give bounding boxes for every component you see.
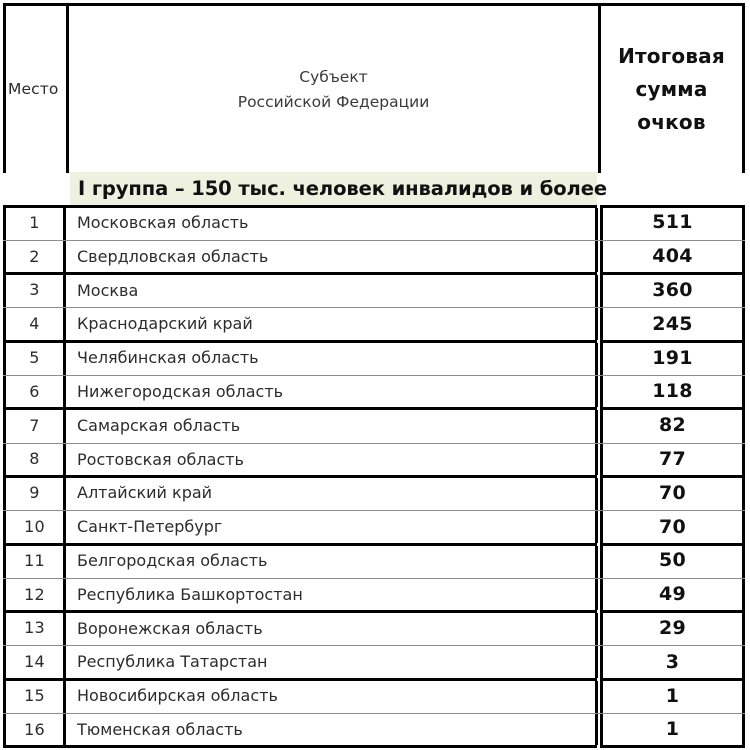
- cell-subject: [66, 409, 598, 443]
- cell-subject: [66, 645, 598, 679]
- column-gutter-mask: [597, 340, 600, 343]
- table-row[interactable]: [3, 510, 745, 544]
- cell-score-text: 70: [658, 515, 687, 538]
- cell-subject-text: Тюменская область: [77, 720, 243, 740]
- table-row[interactable]: [3, 476, 745, 510]
- cell-score-text: 50: [658, 549, 687, 572]
- cell-place: [3, 476, 66, 510]
- cell-score-text: 82: [658, 414, 687, 437]
- table-row[interactable]: [3, 544, 745, 578]
- cell-subject-text: Алтайский край: [77, 483, 213, 503]
- cell-score: [600, 409, 745, 443]
- column-gutter-mask: [597, 678, 600, 681]
- cell-subject-text: Ростовская область: [77, 449, 244, 469]
- table-row[interactable]: [3, 341, 745, 375]
- cell-subject: [66, 240, 598, 274]
- cell-score-text: 191: [652, 346, 693, 369]
- cell-place: [3, 510, 66, 544]
- cell-place-text: 12: [24, 584, 45, 604]
- cell-place: [3, 612, 66, 646]
- cell-place: [3, 578, 66, 612]
- column-gutter-mask: [597, 543, 600, 546]
- cell-score-text: 49: [658, 583, 687, 606]
- column-gutter-mask: [597, 475, 600, 478]
- cell-score: [600, 240, 745, 274]
- column-gutter-mask: [597, 745, 600, 748]
- cell-score-text: 511: [652, 211, 693, 234]
- cell-score-text: 70: [658, 481, 687, 504]
- header-cell-subject: [69, 6, 601, 173]
- header-label-score: [618, 40, 725, 139]
- header-label-subject-line1: Субъект: [299, 68, 368, 87]
- cell-score: [600, 612, 745, 646]
- cell-place: [3, 240, 66, 274]
- cell-place-text: 2: [29, 246, 40, 266]
- header-label-subject: [238, 65, 430, 113]
- table-row[interactable]: [3, 240, 745, 274]
- cell-place: [3, 409, 66, 443]
- cell-subject: [66, 443, 598, 477]
- cell-score-text: 118: [652, 380, 693, 403]
- cell-place-text: 16: [24, 719, 45, 739]
- cell-place-text: 8: [29, 449, 40, 469]
- cell-score-text: 245: [652, 312, 693, 335]
- table-row[interactable]: [3, 612, 745, 646]
- cell-score: [600, 578, 745, 612]
- table-row[interactable]: [3, 578, 745, 612]
- header-label-score-line3: очков: [637, 110, 706, 134]
- cell-place-text: 13: [24, 618, 45, 638]
- cell-score: [600, 544, 745, 578]
- cell-score: [600, 341, 745, 375]
- cell-subject: [66, 307, 598, 341]
- cell-score: [600, 679, 745, 713]
- cell-place-text: 10: [24, 517, 45, 537]
- cell-score-text: 404: [652, 245, 693, 268]
- cell-place: [3, 341, 66, 375]
- cell-subject-text: Воронежская область: [77, 618, 263, 638]
- table-row[interactable]: [3, 443, 745, 477]
- cell-score-text: 29: [658, 616, 687, 639]
- header-label-score-line2: сумма: [635, 77, 708, 101]
- cell-place: [3, 679, 66, 713]
- cell-place-text: 7: [29, 415, 40, 435]
- cell-place: [3, 443, 66, 477]
- cell-score-text: 360: [652, 278, 693, 301]
- cell-subject: [66, 476, 598, 510]
- cell-subject-text: Республика Башкортостан: [77, 584, 303, 604]
- cell-score: [600, 375, 745, 409]
- cell-place: [3, 713, 66, 747]
- cell-subject: [66, 713, 598, 747]
- cell-place-text: 14: [24, 652, 45, 672]
- ranking-rows: [3, 206, 745, 747]
- table-row[interactable]: [3, 206, 745, 240]
- header-label-score-line1: Итоговая: [618, 44, 725, 68]
- group-banner-label: I группа – 150 тыс. человек инвалидов и более: [78, 177, 607, 200]
- cell-subject: [66, 510, 598, 544]
- table-header: [3, 3, 745, 173]
- cell-place-text: 5: [29, 348, 40, 368]
- table-row[interactable]: [3, 307, 745, 341]
- cell-score-text: 1: [665, 684, 680, 707]
- cell-subject-text: Челябинская область: [77, 348, 259, 368]
- cell-subject: [66, 341, 598, 375]
- column-gutter-mask: [597, 205, 600, 208]
- cell-place-text: 3: [29, 280, 40, 300]
- cell-subject: [66, 206, 598, 240]
- table-row[interactable]: [3, 375, 745, 409]
- cell-score-text: 3: [665, 650, 680, 673]
- cell-subject: [66, 612, 598, 646]
- cell-score: [600, 206, 745, 240]
- table-row[interactable]: [3, 409, 745, 443]
- column-gutter-mask: [597, 407, 600, 410]
- cell-place: [3, 645, 66, 679]
- cell-place: [3, 544, 66, 578]
- column-gutter-mask: [597, 610, 600, 613]
- cell-subject-text: Краснодарский край: [77, 314, 253, 334]
- cell-subject-text: Санкт-Петербург: [77, 517, 223, 537]
- cell-subject-text: Республика Татарстан: [77, 652, 268, 672]
- table-row[interactable]: [3, 679, 745, 713]
- cell-place-text: 6: [29, 381, 40, 401]
- cell-place: [3, 375, 66, 409]
- cell-score: [600, 510, 745, 544]
- cell-score-text: 1: [665, 718, 680, 741]
- header-cell-score: [601, 6, 742, 173]
- header-label-place: Место: [8, 79, 59, 98]
- cell-subject-text: Москва: [77, 280, 139, 300]
- cell-score: [600, 443, 745, 477]
- cell-subject: [66, 679, 598, 713]
- cell-place: [3, 274, 66, 308]
- cell-subject: [66, 544, 598, 578]
- table-row[interactable]: [3, 645, 745, 679]
- table-row[interactable]: [3, 713, 745, 747]
- cell-subject-text: Новосибирская область: [77, 686, 278, 706]
- column-gutter-mask: [597, 272, 600, 275]
- cell-score: [600, 645, 745, 679]
- cell-place-text: 4: [29, 314, 40, 334]
- cell-place-text: 15: [24, 686, 45, 706]
- cell-place-text: 9: [29, 483, 40, 503]
- cell-subject: [66, 274, 598, 308]
- cell-subject: [66, 578, 598, 612]
- cell-place-text: 1: [29, 212, 40, 232]
- cell-subject-text: Свердловская область: [77, 246, 269, 266]
- cell-subject-text: Белгородская область: [77, 551, 268, 571]
- cell-subject-text: Самарская область: [77, 415, 241, 435]
- cell-subject-text: Московская область: [77, 213, 249, 233]
- cell-place: [3, 206, 66, 240]
- cell-subject: [66, 375, 598, 409]
- table-row[interactable]: [3, 274, 745, 308]
- header-cell-place: [6, 6, 69, 173]
- cell-score: [600, 476, 745, 510]
- cell-place-text: 11: [24, 550, 45, 570]
- cell-score: [600, 274, 745, 308]
- cell-score: [600, 713, 745, 747]
- cell-score-text: 77: [658, 447, 687, 470]
- header-label-subject-line2: Российской Федерации: [237, 92, 430, 111]
- cell-score: [600, 307, 745, 341]
- cell-place: [3, 307, 66, 341]
- cell-subject-text: Нижегородская область: [77, 382, 284, 402]
